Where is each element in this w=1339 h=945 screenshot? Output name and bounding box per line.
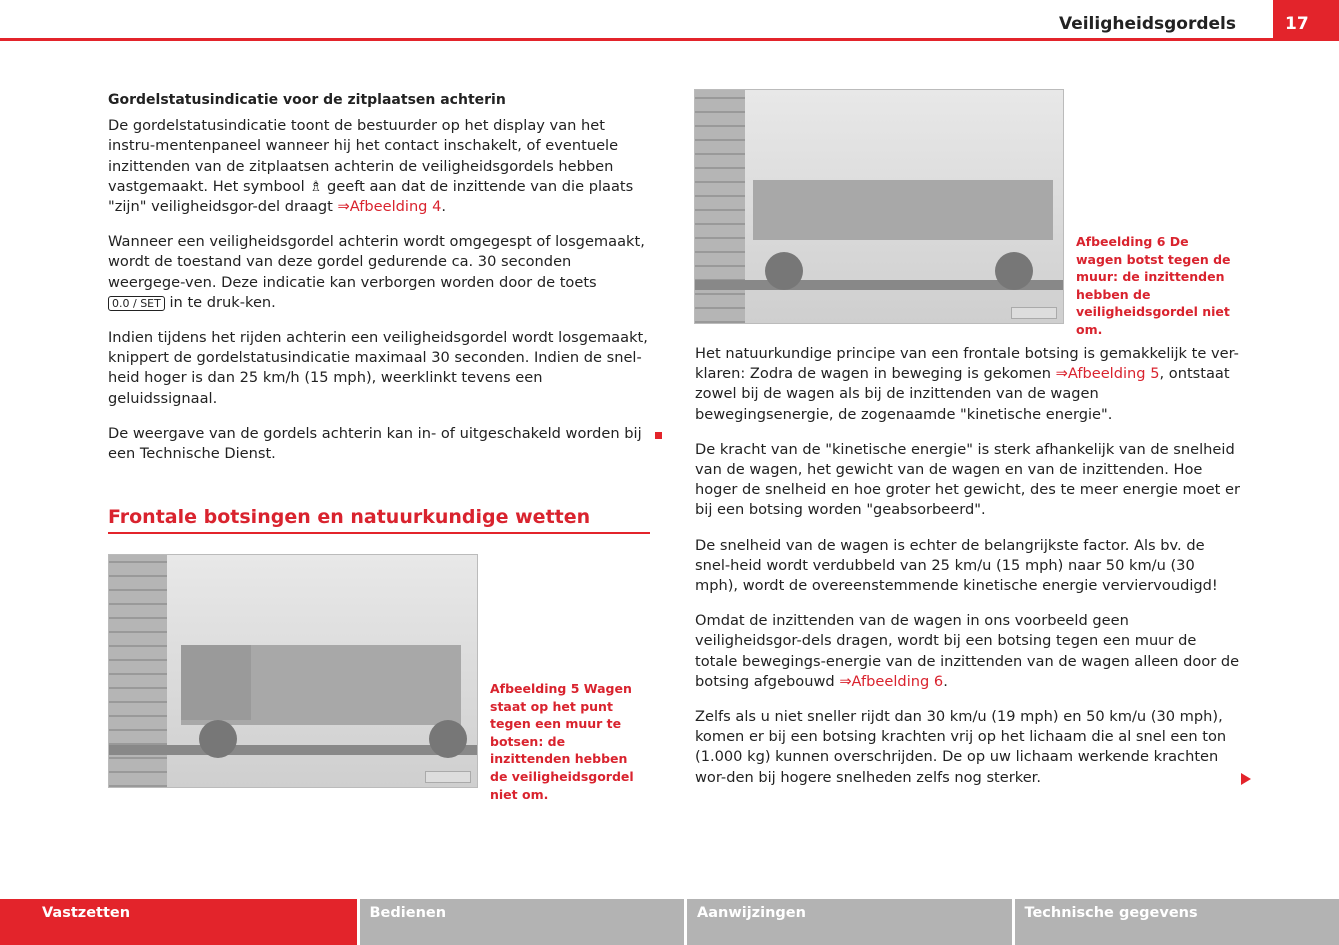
footer-tab-vastzetten[interactable]: Vastzetten (0, 899, 357, 945)
link-afbeelding-5[interactable]: ⇒Afbeelding 5 (1055, 365, 1160, 383)
link-afbeelding-4[interactable]: ⇒Afbeelding 4 (337, 198, 442, 216)
paragraph: De snelheid van de wagen is echter de belangrijkste factor. Als bv. de snel-heid wordt verdubbeld van 25 km/u (15 mph) naar 50 km/u (30 mph), wordt de overeenstemmende kinetische energie verviervoudigd! (695, 536, 1218, 595)
subheading: Gordelstatusindicatie voor de zitplaatsen achterin (108, 92, 506, 108)
wheel (199, 720, 237, 758)
footer-tab-technische-gegevens[interactable]: Technische gegevens (1015, 899, 1339, 945)
text: De gordelstatusindicatie toont de bestuurder op het display van het instru-mentenpaneel wanneer hij het contact inschakelt, of eventuele inzittenden van de zitplaatsen achterin de veiligheidsgordels hebben vastgemaakt. Het symbool (108, 117, 619, 195)
wheel (429, 720, 467, 758)
car-body (753, 180, 1053, 240)
text: Omdat de inzittenden van de wagen in ons voorbeeld geen veiligheidsgor-dels dragen, wordt bij een botsing tegen een muur de totale bewegings-energie van de inzittenden van de wagen alleen door de botsing afgebouwd (695, 612, 1240, 690)
paragraph (108, 116, 653, 217)
paragraph: Zelfs als u niet sneller rijdt dan 30 km/u (19 mph) en 50 km/u (30 mph), komen er bij een botsing krachten vrij op het lichaam die al snel een ton (1.000 kg) kunnen overschrijden. De op uw lichaam werkende krachten wor-den bij hogere snelheden zelfs nog sterker. (695, 708, 1227, 786)
text: . (441, 198, 447, 216)
paragraph (108, 232, 653, 313)
footer-nav (0, 899, 1339, 945)
key-set: 0.0 / SET (108, 296, 165, 311)
wheel (765, 252, 803, 290)
right-column (695, 344, 1240, 803)
floor (109, 745, 477, 755)
page-number: 17 (1273, 0, 1339, 41)
link-afbeelding-6[interactable]: ⇒Afbeelding 6 (839, 672, 944, 690)
left-column (108, 90, 653, 479)
paragraph (695, 344, 1240, 425)
paragraph: De weergave van de gordels achterin kan in- of uitgeschakeld worden bij een Technische Dienst. (108, 424, 642, 463)
end-marker-icon (655, 432, 662, 439)
footer-tab-aanwijzingen[interactable]: Aanwijzingen (687, 899, 1012, 945)
footer-tab-bedienen[interactable]: Bedienen (360, 899, 685, 945)
text: , ontstaat zowel bij de wagen als bij de inzittenden van de wagen bewegingsenergie, de zogenaamde "kinetische energie". (695, 365, 1230, 423)
engine-block (181, 645, 251, 720)
figure-code (425, 771, 471, 783)
figure-6-image (694, 89, 1064, 324)
chapter-title: Veiligheidsgordels (1058, 14, 1236, 34)
figure-6-caption: Afbeelding 6 De wagen botst tegen de muur: de inzittenden hebben de veiligheidsgordel niet om. (1076, 234, 1231, 337)
section-title: Frontale botsingen en natuurkundige wetten (108, 506, 650, 534)
text: geeft aan dat de inzittende van die plaats "zijn" veiligheidsgor-del draagt (108, 177, 634, 216)
seatbelt-symbol-icon: ♗ (309, 177, 323, 195)
paragraph (695, 611, 1240, 692)
wheel (995, 252, 1033, 290)
text: in te druk-ken. (164, 293, 276, 311)
paragraph: De kracht van de "kinetische energie" is sterk afhankelijk van de snelheid van de wagen, het gewicht van de wagen en van de inzittenden. Hoe hoger de snelheid en hoe groter het gewicht, des te meer energie moet er bij een botsing worden "geabsorbeerd". (695, 440, 1240, 519)
figure-code (1011, 307, 1057, 319)
paragraph: Indien tijdens het rijden achterin een veiligheidsgordel wordt losgemaakt, knippert de gordelstatusindicatie maximaal 30 seconden. Indien de snel-heid hoger is dan 25 km/h (15 mph), weerklinkt tevens een geluidssignaal. (108, 329, 648, 407)
text: Het natuurkundige principe van een frontale botsing is gemakkelijk te ver-klaren: Zodra de wagen in beweging is gekomen (695, 345, 1239, 383)
text: Wanneer een veiligheidsgordel achterin wordt omgegespt of losgemaakt, wordt de toestand van deze gordel gedurende ca. 30 seconden weergege-ven. Deze indicatie kan verborgen worden door de toets (108, 233, 645, 291)
text: . (943, 672, 948, 690)
figure-5-image (108, 554, 478, 788)
figure-5-caption: Afbeelding 5 Wagen staat op het punt tegen een muur te botsen: de inzittenden hebben de veiligheidsgordel niet om. (490, 681, 634, 802)
header-rule (0, 38, 1339, 41)
continue-arrow-icon (1241, 773, 1251, 785)
